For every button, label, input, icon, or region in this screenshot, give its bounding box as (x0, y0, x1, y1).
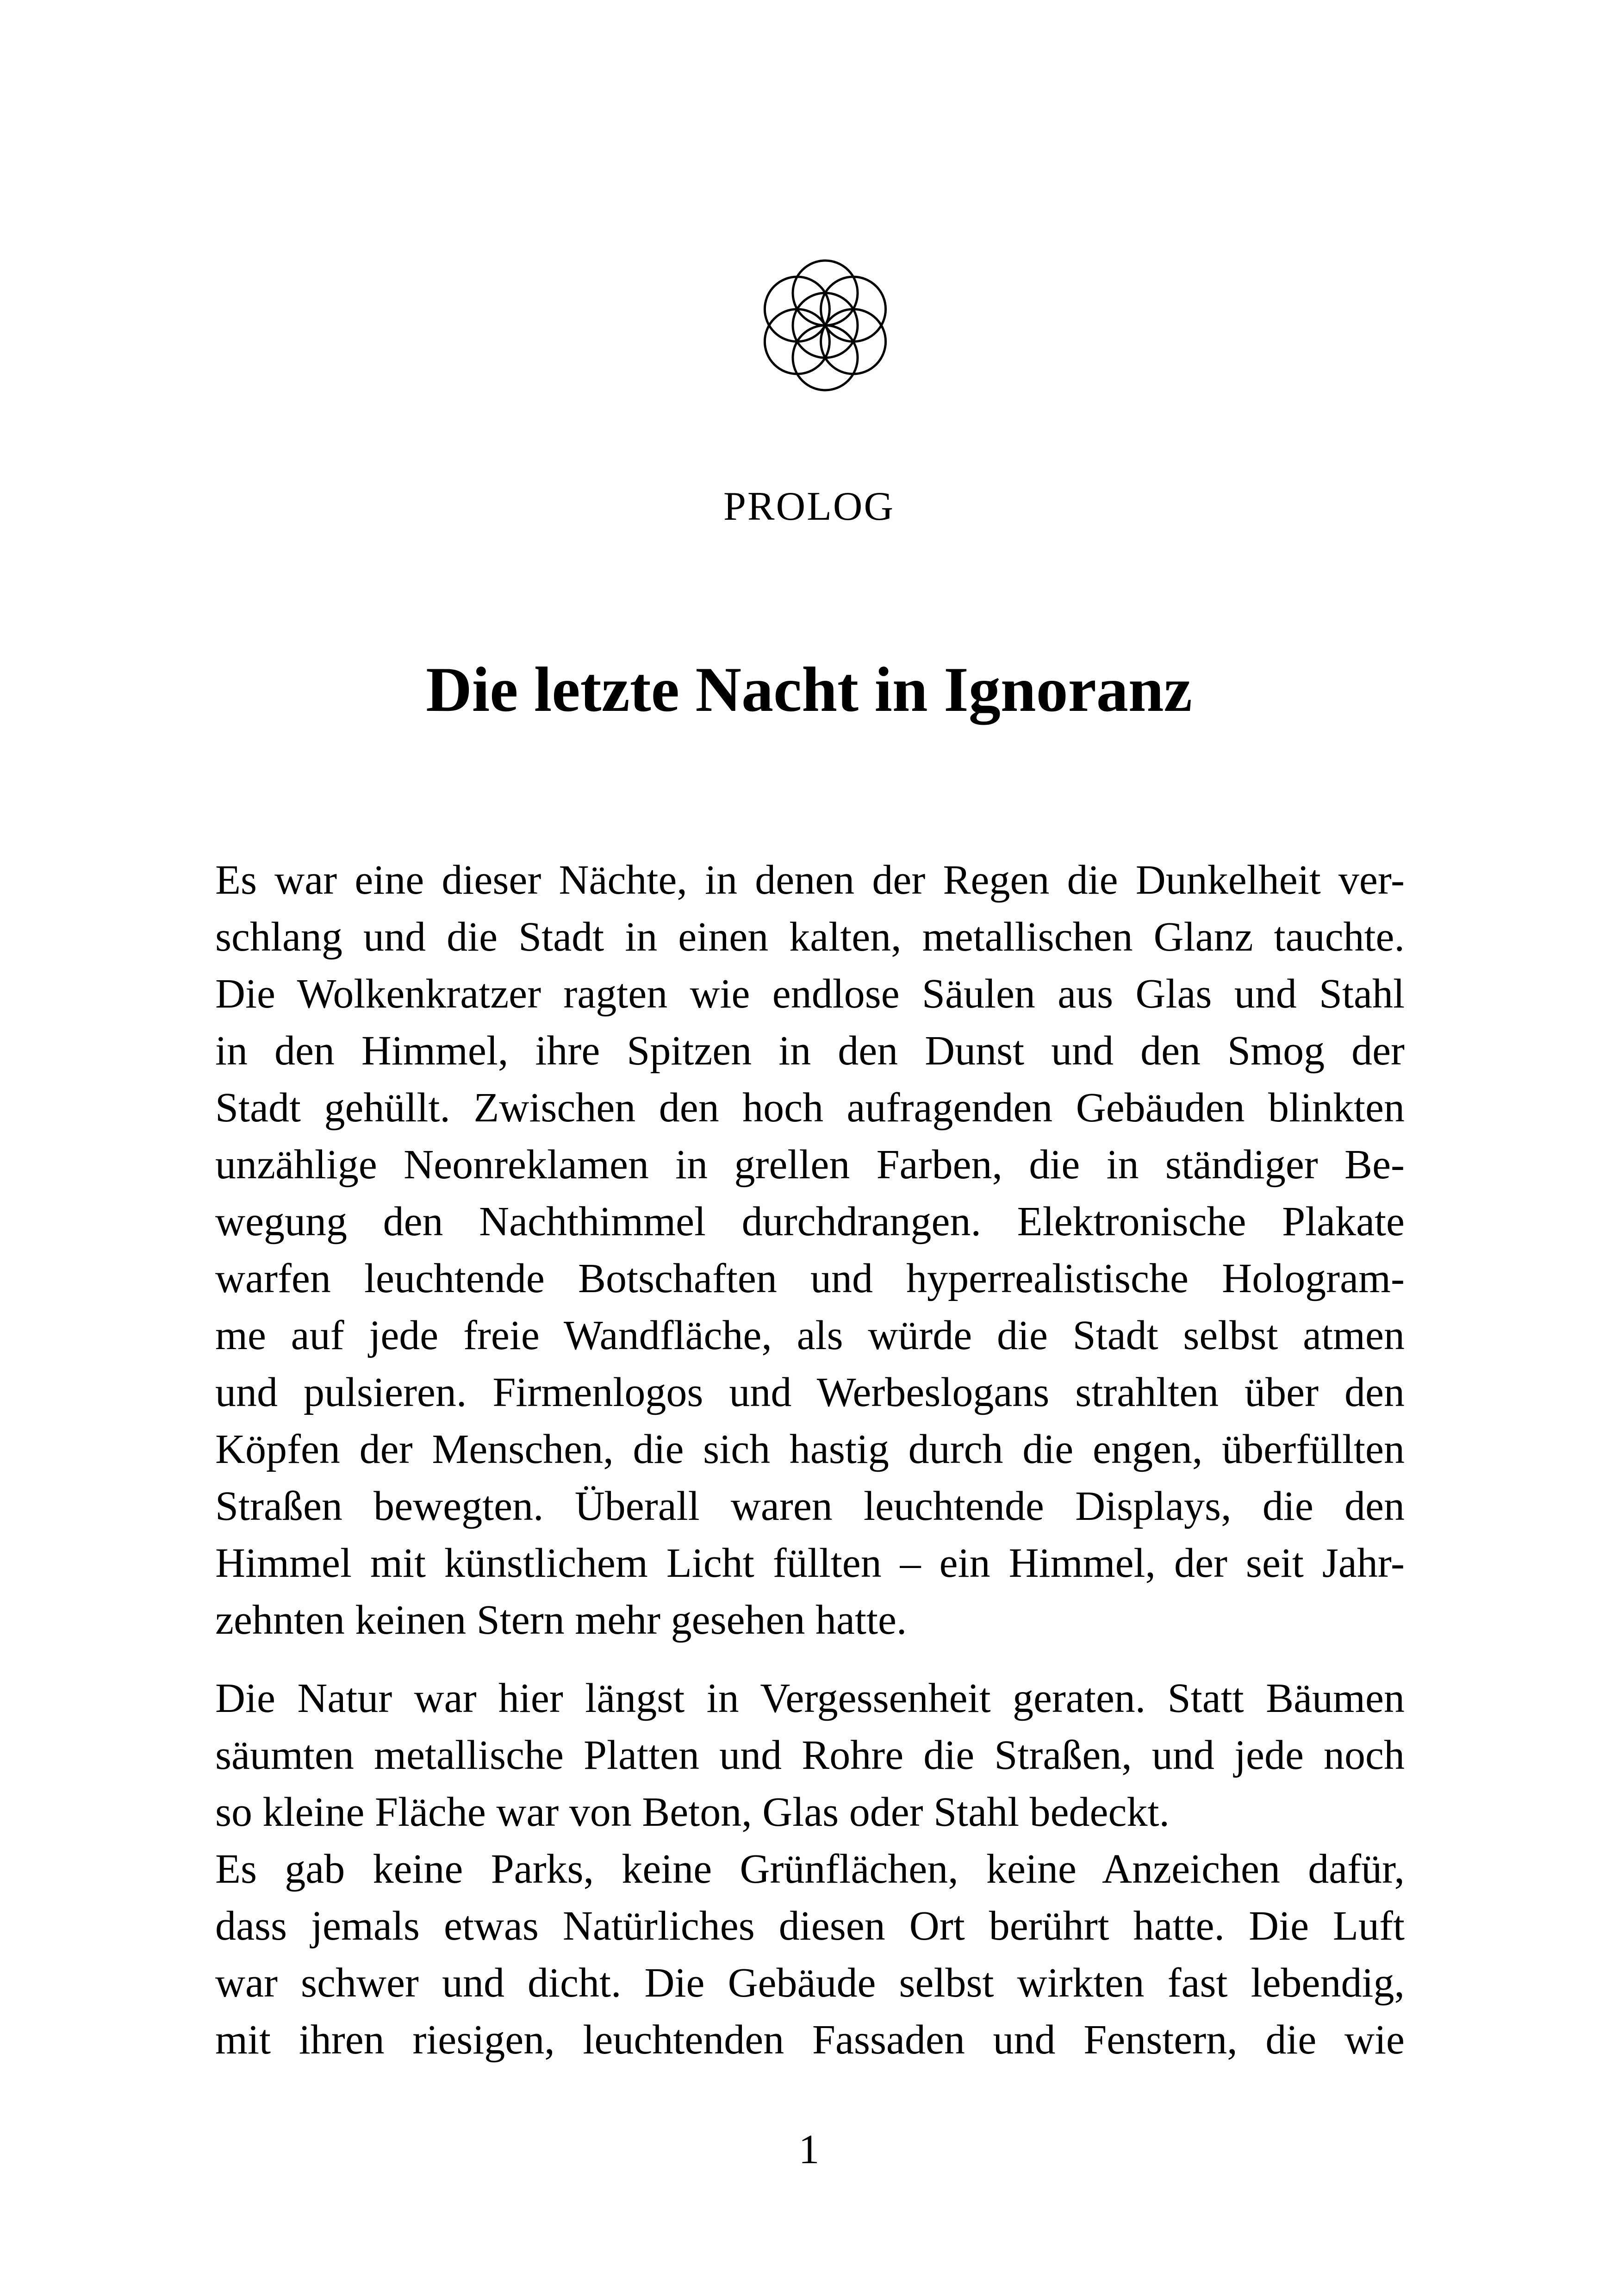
text-line: säumten metallische Platten und Rohre die Straßen, und jede noch (215, 1732, 1405, 1778)
text-line: dass jemals etwas Natürliches diesen Ort berührt hatte. Die Luft (215, 1903, 1405, 1949)
text-line: unzählige Neonreklamen in grellen Farben, die in ständiger Be- (215, 1142, 1405, 1188)
text-line: wegung den Nachthimmel durchdrangen. Elektronische Plakate (215, 1199, 1405, 1244)
text-line: warfen leuchtende Botschaften und hyperrealistische Hologram- (215, 1256, 1405, 1301)
text-line: war schwer und dicht. Die Gebäude selbst wirkten fast lebendig, (215, 1960, 1405, 2006)
page-number: 1 (798, 2127, 820, 2172)
text-line: Straßen bewegten. Überall waren leuchtende Displays, die den (215, 1483, 1405, 1529)
body-paragraph-2 (215, 1670, 1405, 2068)
text-line: Himmel mit künstlichem Licht füllten – ein Himmel, der seit Jahr- (215, 1540, 1405, 1586)
text-line: in den Himmel, ihre Spitzen in den Dunst und den Smog der (215, 1028, 1405, 1074)
text-line: zehnten keinen Stern mehr gesehen hatte. (215, 1597, 907, 1643)
text-line: Köpfen der Menschen, die sich hastig durch die engen, überfüllten (215, 1426, 1405, 1472)
chapter-label: PROLOG (723, 484, 895, 529)
text-line: und pulsieren. Firmenlogos und Werbeslogans strahlten über den (215, 1369, 1405, 1415)
text-line: mit ihren riesigen, leuchtenden Fassaden und Fenstern, die wie (215, 2017, 1405, 2063)
body-paragraph-1 (215, 852, 1405, 1649)
text-line: Die Natur war hier längst in Vergessenheit geraten. Statt Bäumen (215, 1675, 1405, 1721)
text-line: Stadt gehüllt. Zwischen den hoch aufragenden Gebäuden blinkten (215, 1085, 1405, 1131)
chapter-title: Die letzte Nacht in Ignoranz (426, 654, 1192, 725)
text-line: me auf jede freie Wandfläche, als würde die Stadt selbst atmen (215, 1313, 1405, 1358)
text-line: Die Wolkenkratzer ragten wie endlose Säulen aus Glas und Stahl (215, 971, 1405, 1017)
text-line: schlang und die Stadt in einen kalten, metallischen Glanz tauchte. (215, 914, 1405, 960)
text-line: Es war eine dieser Nächte, in denen der Regen die Dunkelheit ver- (215, 857, 1405, 903)
text-line: Es gab keine Parks, keine Grünflächen, keine Anzeichen dafür, (215, 1846, 1405, 1892)
flower-of-life-icon (723, 224, 927, 427)
text-line: so kleine Fläche war von Beton, Glas oder Stahl bedeckt. (215, 1789, 1170, 1835)
